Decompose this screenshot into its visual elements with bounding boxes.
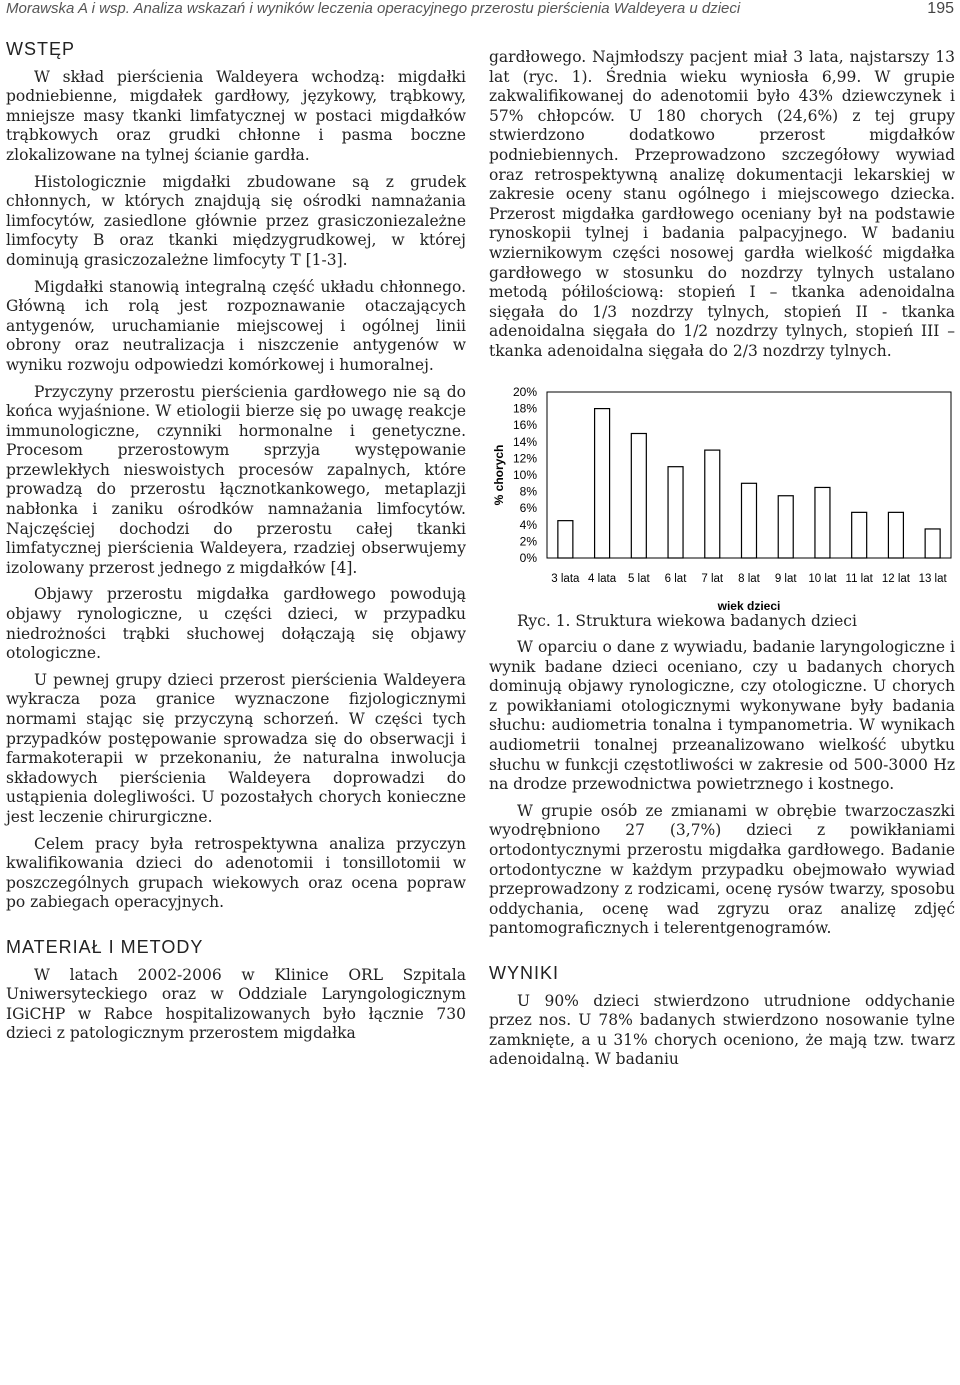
x-tick-label: 13 lat — [918, 572, 947, 585]
intro-paragraph-2: Histologicznie migdałki zbudowane są z grudek chłonnych, w których znajdują się ośrodki namnażania limfocytów, zasiedlone głównie przez grasiczoniezależne limfocyty B oraz tkanki międzygrudkowej, w której dominują grasiczozależne limfocyty T [1-3]. — [6, 172, 466, 269]
x-tick-label: 8 lat — [738, 572, 760, 585]
intro-paragraph-5: Objawy przerostu migdałka gardłowego powodują objawy rynologiczne, u części dzieci, w przypadku niedrożności trąbki słuchowej dołączają się objawy otologiczne. — [6, 585, 466, 663]
running-header — [6, 0, 954, 22]
methods-paragraph: W latach 2002-2006 w Klinice ORL Szpitala Uniwersyteckiego oraz w Oddziale Laryngologicznym IGiCHP w Rabce hospitalizowanych było łącznie 730 dzieci z patologicznym przerostem migdałka — [6, 965, 466, 1043]
y-tick-label: 0% — [519, 550, 537, 565]
page-number: 195 — [927, 0, 954, 17]
bar-4-lata — [595, 408, 610, 557]
y-tick-label: 6% — [519, 500, 537, 515]
x-tick-label: 6 lat — [664, 572, 687, 585]
y-tick-label: 2% — [519, 533, 537, 548]
bar-8-lat — [742, 483, 757, 558]
right-paragraph-1: W oparciu o dane z wywiadu, badanie laryngologiczne i wynik badane dzieci oceniano, czy u badanych chorych dominują objawy rynologiczne, czy otologiczne. U chorych z powikłaniami otologicznymi wykonywane były badania słuchu: audiometria tonalna i tympanometria. W wynikach audiometrii tonalnej przeanalizowano wielkość ubytku słuchu w funkcji częstotliwości w zakresie od 500-3000 Hz na drodze przewodnictwa powietrznego i kostnego. — [489, 638, 955, 794]
right-paragraph-2: W grupie osób ze zmianami w obrębie twarzoczaszki wyodrębniono 27 (3,7%) dzieci z powikłaniami ortodontycznymi przerostu migdałka gardłowego. Badanie ortodontyczne w każdym przypadku obejmowało wywiad przeprowadzony z rodzicami, ocenę rysów twarzy, sposobu oddychania, ocenę wad zgryzu oraz analizę zdjęć pantomograficznych i telerentgenogramów. — [489, 801, 955, 938]
bar-5-lat — [631, 433, 646, 558]
intro-paragraph-6: U pewnej grupy dzieci przerost pierścienia Waldeyera wykracza poza granice wyznaczone fizjologicznymi normami stając się przyczyną schorzeń. W części tych przypadków postępowanie sprowadza się do obserwacji i farmakoterapii w przekonaniu, że naturalna inwolucja składowych pierścienia Waldeyera doprowadzi do ustąpienia dolegliwości. U pozostałych chorych konieczne jest leczenie chirurgiczne. — [6, 670, 466, 826]
intro-paragraph-4: Przyczyny przerostu pierścienia gardłowego nie są do końca wyjaśnione. W etiologii bierze się po uwagę reakcje immunologiczne, czynniki hormonalne i genetyczne. Procesom przerostowym sprzyja występowanie przewlekłych nieswoistych procesów zapalnych, które prowadzą do przerostu łącznotkankowego, metaplazji nabłonka i zaniku ośrodków namnażania limfocytów. Najczęściej dochodzi do przerostu całej tkanki limfatycznej pierścienia Waldeyera, rzadziej obserwujemy izolowany przerost jednego z migdałków [4]. — [6, 382, 466, 577]
y-axis-label: % chorych — [492, 444, 506, 505]
bar-12-lat — [888, 512, 903, 558]
x-tick-label: 3 lata — [551, 572, 580, 585]
x-tick-label: 4 lata — [588, 572, 617, 585]
results-heading: WYNIKI — [489, 963, 560, 983]
left-column — [6, 40, 466, 1051]
intro-paragraph-7: Celem pracy była retrospektywna analiza przyczyn kwalifikowania dzieci do adenotomii i tonsillotomii w poszczególnych grupach wiekowych oraz ocena popraw po zabiegach operacyjnych. — [6, 834, 466, 912]
x-tick-label: 10 lat — [808, 572, 837, 585]
bar-9-lat — [778, 495, 793, 557]
bar-10-lat — [815, 487, 830, 558]
age-chart — [489, 372, 955, 612]
y-tick-label: 10% — [512, 467, 537, 482]
y-tick-label: 8% — [519, 484, 537, 499]
intro-heading: WSTĘP — [6, 39, 76, 59]
y-tick-label: 20% — [512, 384, 537, 399]
intro-paragraph-1: W skład pierścienia Waldeyera wchodzą: migdałki podniebienne, migdałek gardłowy, językowy, trąbkowy, mniejsze masy tkanki limfatycznej w postaci migdałków trąbkowych oraz grudki chłonne i pasma boczne zlokalizowane na tylnej ścianie gardła. — [6, 67, 466, 164]
y-tick-label: 16% — [512, 417, 537, 432]
bar-3-lata — [558, 520, 573, 557]
intro-paragraph-3: Migdałki stanowią integralną część układu chłonnego. Główną ich rolą jest rozpoznawanie otaczających antygenów, uruchamianie miejscowej i ogólnej linii obrony oraz neutralizacja i niszczenie antygenów w wyniku rozwoju odpowiedzi komórkowej i humoralnej. — [6, 277, 466, 374]
bar-13-lat — [925, 528, 940, 557]
bar-11-lat — [852, 512, 867, 558]
results-paragraph: U 90% dzieci stwierdzono utrudnione oddychanie przez nos. U 78% badanych stwierdzono nosowanie tylne zamknięte, a u 31% chorych oceniono, że mają tzw. twarz adenoidalną. W badaniu — [489, 991, 955, 1069]
right-column — [489, 48, 955, 1077]
x-tick-label: 7 lat — [701, 572, 724, 585]
methods-continued: gardłowego. Najmłodszy pacjent miał 3 lata, najstarszy 13 lat (ryc. 1). Średnia wieku wyniosła 6,99. W grupie zakwalifikowanej do adenotomii było 43% dziewczynek i 57% chłopców. U 180 chorych (24,6%) z tej grupy stwierdzono dodatkowo przerost migdałków podniebiennych. Przeprowadzono szczegółowy wywiad oraz retrospektywną analizę dokumentacji lekarskiej w zakresie oceny stanu ogólnego i miejscowego dziecka. Przerost migdałka gardłowego oceniany był na podstawie rynoskopii tylnej i badania palpacyjnego. W badaniu wziernikowym części nosowej gardła wielkość migdałka gardłowego w stosunku do nozdrzy tylnych ustalano metodą półilościową: stopień I – tkanka adenoidalna sięgała do 1/3 nozdrzy tylnych, stopień II - tkanka adenoidalna sięgała do 1/2 nozdrzy tylnych, stopień III – tkanka adenoidalna sięgała do 2/3 nozdrzy tylnych. — [489, 48, 955, 360]
bar-6-lat — [668, 466, 683, 557]
x-tick-label: 5 lat — [627, 572, 650, 585]
y-tick-label: 12% — [512, 450, 537, 465]
methods-heading: MATERIAŁ I METODY — [6, 936, 204, 957]
y-tick-label: 18% — [512, 401, 537, 416]
age-chart-svg — [489, 372, 955, 612]
x-tick-label: 12 lat — [881, 572, 910, 585]
y-tick-label: 4% — [519, 517, 537, 532]
x-tick-label: 11 lat — [845, 572, 873, 585]
x-axis-label: wiek dzieci — [717, 598, 781, 612]
x-tick-label: 9 lat — [774, 572, 797, 585]
bar-7-lat — [705, 450, 720, 558]
figure-caption: Ryc. 1. Struktura wiekowa badanych dzieci — [517, 611, 857, 630]
y-tick-label: 14% — [512, 434, 537, 449]
running-title: Morawska A i wsp. Analiza wskazań i wyników leczenia operacyjnego przerostu pierścienia Waldeyera u dzieci — [6, 0, 741, 17]
